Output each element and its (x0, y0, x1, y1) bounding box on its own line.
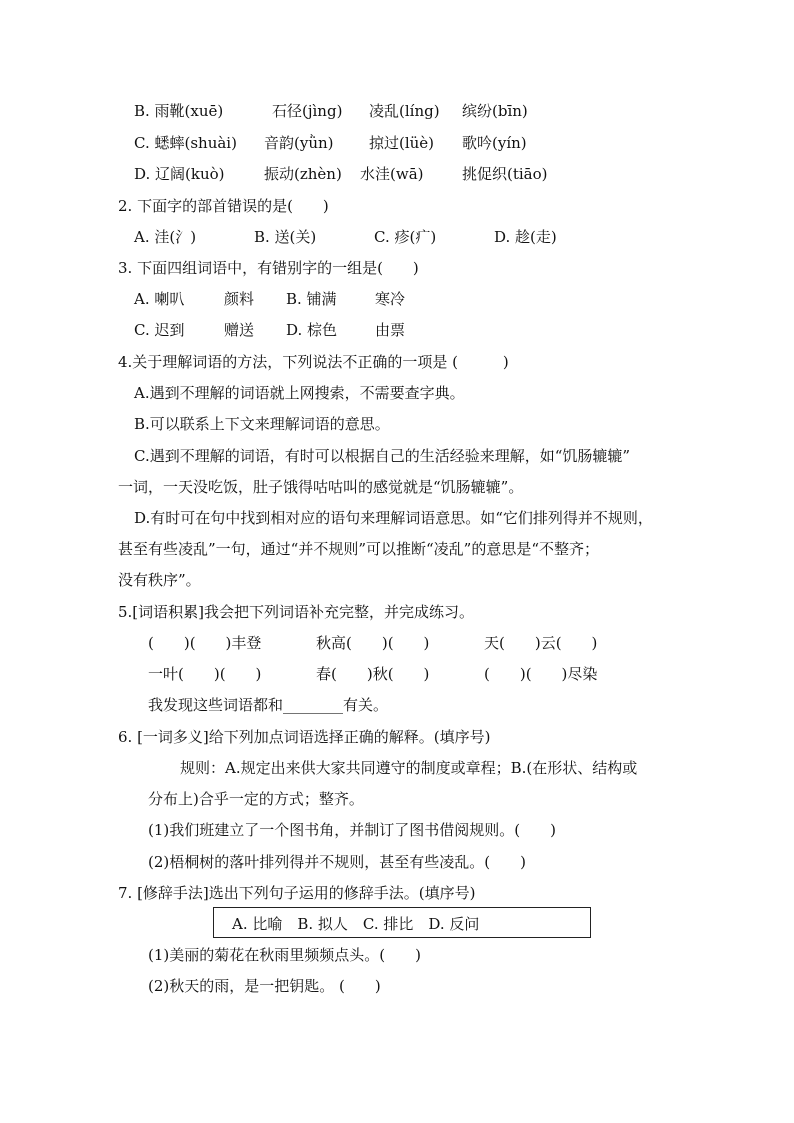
q1-b-word-1: B. 雨靴(xuē) (134, 102, 224, 120)
q3-stem: 3. 下面四组词语中，有错别字的一组是( ) (118, 259, 419, 277)
q5-idiom-4: 一叶( )( ) (148, 665, 262, 683)
q3-b-word-2: 寒冷 (375, 290, 406, 308)
q5-idiom-1: ( )( )丰登 (148, 634, 262, 652)
q2-option-d: D. 趁(走) (494, 228, 557, 246)
q5-stem: 5.[词语积累]我会把下列词语补充完整，并完成练习。 (118, 603, 475, 621)
q3-a-word-2: 颜料 (224, 290, 255, 308)
q5-idiom-2: 秋高( )( ) (316, 634, 430, 652)
q2-option-a: A. 洼(氵) (134, 228, 197, 246)
q4-option-d-line-1: D.有时可在句中找到相对应的语句来理解词语意思。如“它们排列得并不规则， (134, 509, 653, 527)
q4-option-c-line-1: C.遇到不理解的词语，有时可以根据自己的生活经验来理解，如“饥肠辘辘” (134, 447, 631, 465)
q4-option-d-line-3: 没有秩序”。 (118, 571, 201, 589)
q6-stem: 6. [一词多义]给下列加点词语选择正确的解释。(填序号) (118, 728, 491, 746)
q4-stem: 4.关于理解词语的方法，下列说法不正确的一项是 ( ) (118, 353, 509, 371)
q1-b-word-3: 凌乱(líng) (369, 102, 440, 120)
q2-option-c: C. 疹(疒) (374, 228, 437, 246)
q1-d-word-2: 振动(zhèn) (264, 165, 342, 183)
q7-stem: 7. [修辞手法]选出下列句子运用的修辞手法。(填序号) (118, 884, 476, 902)
q4-option-b: B.可以联系上下文来理解词语的意思。 (134, 415, 390, 433)
q6-sentence-1: (1)我们班建立了一个图书角，并制订了图书借阅规则。( ) (148, 821, 556, 839)
q1-d-word-1: D. 辽阔(kuò) (134, 165, 225, 183)
q7-sentence-2: (2)秋天的雨，是一把钥匙。 ( ) (148, 977, 381, 995)
q3-c-word-2: 赠送 (224, 321, 255, 339)
q7-options-text: A. 比喻 B. 拟人 C. 排比 D. 反问 (232, 915, 480, 933)
q3-a-word-1: A. 喇叭 (134, 290, 185, 308)
q4-option-c-line-2: 一词，一天没吃饭，肚子饿得咕咕叫的感觉就是“饥肠辘辘”。 (118, 478, 524, 496)
q1-d-word-3: 水洼(wā) (360, 165, 424, 183)
q3-d-word-2: 由票 (375, 321, 406, 339)
q6-definition-line-2: 分布上)合乎一定的方式；整齐。 (148, 790, 364, 808)
q1-b-word-2: 石径(jìng) (272, 102, 343, 120)
q3-d-word-1: D. 棕色 (286, 321, 338, 339)
q4-option-a: A.遇到不理解的词语就上网搜索，不需要查字典。 (134, 384, 465, 402)
q1-d-word-4: 挑促织(tiāo) (462, 165, 548, 183)
q7-sentence-1: (1)美丽的菊花在秋雨里频频点头。( ) (148, 946, 421, 964)
q7-options-box (213, 907, 591, 938)
q5-idiom-3: 天( )云( ) (484, 634, 598, 652)
q3-c-word-1: C. 迟到 (134, 321, 185, 339)
q1-b-word-4: 缤纷(bīn) (462, 102, 528, 120)
q3-b-word-1: B. 铺满 (286, 290, 337, 308)
q1-c-word-2: 音韵(yǜn) (264, 134, 334, 152)
q4-option-d-line-2: 甚至有些凌乱”一句，通过“并不规则”可以推断“凌乱”的意思是“不整齐； (118, 540, 600, 558)
q5-idiom-6: ( )( )尽染 (484, 665, 598, 683)
q1-c-word-3: 掠过(lüè) (369, 134, 435, 152)
q1-c-word-4: 歌吟(yín) (462, 134, 527, 152)
q6-sentence-2: (2)梧桐树的落叶排列得并不规则，甚至有些凌乱。( ) (148, 853, 526, 871)
q6-definition-line-1: 规则：A.规定出来供大家共同遵守的制度或章程；B.(在形状、结构或 (180, 759, 638, 777)
q5-finding: 我发现这些词语都和________有关。 (148, 696, 389, 714)
q2-option-b: B. 送(关) (254, 228, 317, 246)
q1-c-word-1: C. 蟋蟀(shuài) (134, 134, 237, 152)
q5-idiom-5: 春( )秋( ) (316, 665, 430, 683)
q2-stem: 2. 下面字的部首错误的是( ) (118, 197, 329, 215)
